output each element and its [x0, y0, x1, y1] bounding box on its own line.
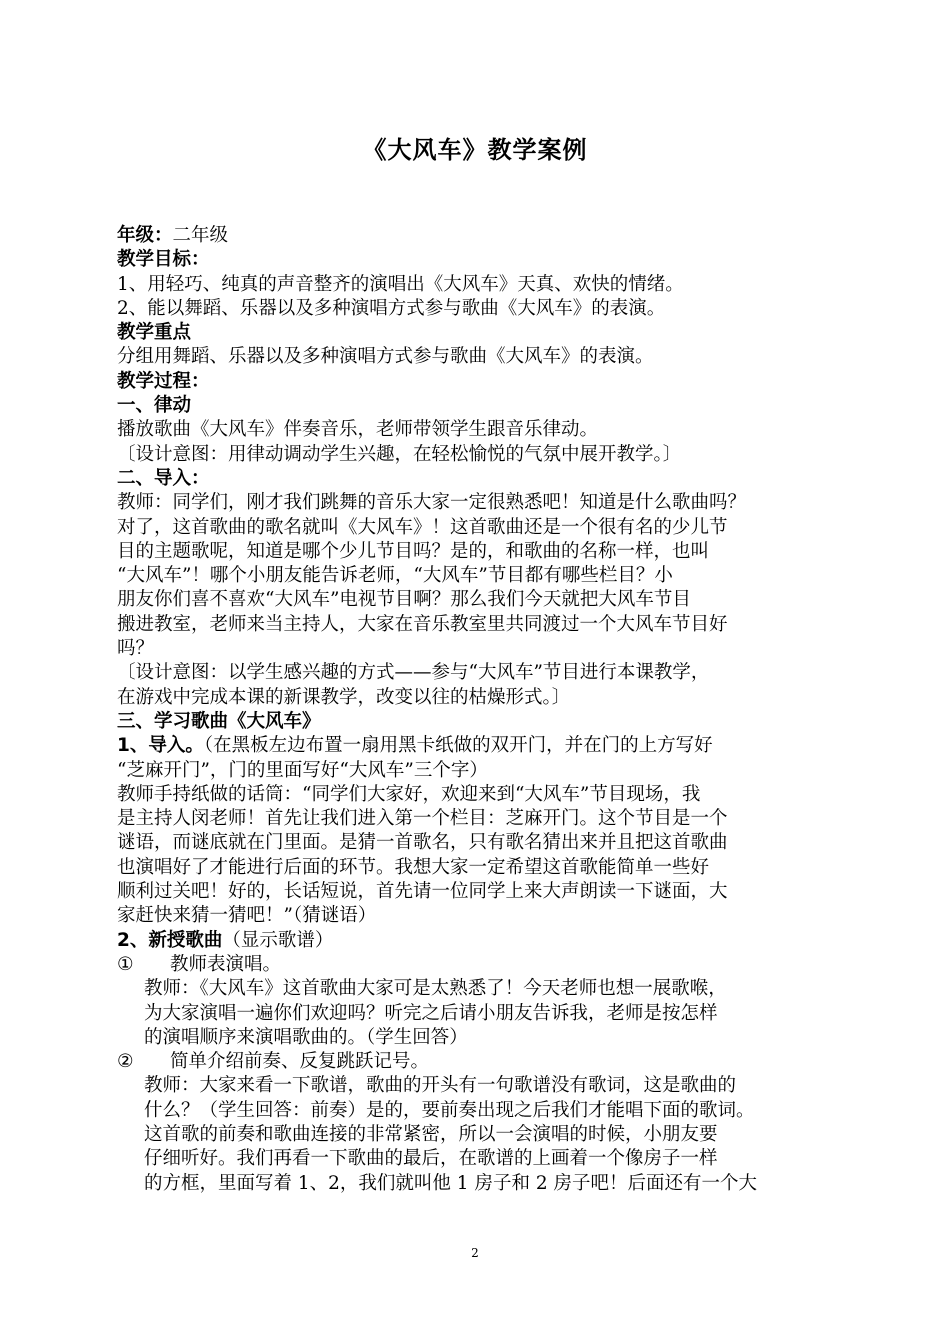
- goal-2: 2、能以舞蹈、乐器以及多种演唱方式参与歌曲《大风车》的表演。: [117, 297, 666, 319]
- grade-line: [117, 224, 843, 248]
- list-item-2-line: 什么？（学生回答：前奏）是的，要前奏出现之后我们才能唱下面的歌词。: [144, 1099, 755, 1121]
- subsection-3-1-line: “芝麻开门”，门的里面写好“大风车”三个字）: [117, 759, 488, 781]
- subsection-3-2-note: （显示歌谱）: [222, 929, 334, 951]
- section-1-heading: 一、律动: [117, 395, 192, 417]
- list-item-2-title: 简单介绍前奏、反复跳跃记号。: [170, 1051, 430, 1073]
- list-item-1-number: ①: [117, 953, 134, 975]
- list-item-1-line: 为大家演唱一遍你们欢迎吗？听完之后请小朋友告诉我，老师是按怎样: [144, 1002, 718, 1024]
- section-2-line: “大风车”！哪个小朋友能告诉老师，“大风车”节目都有哪些栏目？小: [117, 565, 673, 587]
- goals-heading: 教学目标：: [117, 249, 210, 271]
- section-2-line: 吗？: [117, 638, 155, 660]
- list-item-1-line: 教师：《大风车》这首歌曲大家可是太熟悉了！今天老师也想一展歌喉，: [144, 978, 727, 1000]
- section-1-design-note: 〔设计意图：用律动调动学生兴趣，在轻松愉悦的气氛中展开教学。〕: [117, 443, 682, 465]
- section-2-design-note: 〔设计意图：以学生感兴趣的方式——参与“大风车”节目进行本课教学，: [117, 662, 710, 684]
- subsection-3-1-note: （在黑板左边布置一扇用黑卡纸做的双开门，并在门的上方写好: [203, 735, 713, 757]
- section-2-heading: 二、导入：: [117, 467, 210, 489]
- list-item-2-line: 仔细听好。我们再看一下歌曲的最后，在歌谱的上画着一个像房子一样: [144, 1148, 718, 1170]
- list-item-1-title: 教师表演唱。: [170, 953, 282, 975]
- subsection-3-1-line: 谜语，而谜底就在门里面。是猜一首歌名，只有歌名猜出来并且把这首歌曲: [117, 832, 728, 854]
- grade-value: 二年级: [172, 225, 229, 246]
- subsection-3-1-heading: 1、导入。: [117, 735, 204, 757]
- subsection-3-1-line: 家赶快来猜一猜吧！”（猜谜语）: [117, 905, 377, 927]
- focus-heading: 教学重点: [117, 322, 192, 344]
- section-2-line: 教师：同学们，刚才我们跳舞的音乐大家一定很熟悉吧！知道是什么歌曲吗？: [117, 492, 747, 514]
- subsection-3-1-line: 也演唱好了才能进行后面的环节。我想大家一定希望这首歌能简单一些好: [117, 856, 710, 878]
- list-item-1: [117, 953, 843, 977]
- list-item-2-line: 的方框，里面写着 1、2，我们就叫他 1 房子和 2 房子吧！后面还有一个大: [144, 1172, 757, 1194]
- page-number: 2: [471, 1246, 479, 1260]
- subsection-3-2-line: [117, 929, 843, 953]
- list-item-2-line: 这首歌的前奏和歌曲连接的非常紧密，所以一会演唱的时候，小朋友要: [144, 1123, 718, 1145]
- document-title: 《大风车》教学案例: [362, 136, 588, 164]
- focus-text: 分组用舞蹈、乐器以及多种演唱方式参与歌曲《大风车》的表演。: [117, 346, 654, 368]
- section-2-line: 朋友你们喜不喜欢“大风车”电视节目啊？那么我们今天就把大风车节目: [117, 589, 691, 611]
- list-item-1-line: 的演唱顺序来演唱歌曲的。（学生回答）: [144, 1026, 468, 1048]
- list-item-2: [117, 1050, 843, 1074]
- section-2-line: 对了，这首歌曲的歌名就叫《大风车》！这首歌曲还是一个很有名的少儿节: [117, 516, 728, 538]
- goal-1: 1、用轻巧、纯真的声音整齐的演唱出《大风车》天真、欢快的情绪。: [117, 273, 684, 295]
- subsection-3-1-line: 顺利过关吧！好的，长话短说，首先请一位同学上来大声朗读一下谜面，大: [117, 881, 728, 903]
- list-item-2-number: ②: [117, 1051, 134, 1073]
- subsection-3-2-heading: 2、新授歌曲: [117, 929, 223, 951]
- section-2-line: 搬进教室，老师来当主持人，大家在音乐教室里共同渡过一个大风车节目好: [117, 613, 728, 635]
- process-heading: 教学过程：: [117, 370, 210, 392]
- document-body: [117, 224, 843, 1196]
- section-2-line: 目的主题歌呢，知道是哪个少儿节目吗？是的，和歌曲的名称一样，也叫: [117, 540, 710, 562]
- subsection-3-1-line: 是主持人闵老师！首先让我们进入第一个栏目：芝麻开门。这个节目是一个: [117, 808, 728, 830]
- section-2-design-note: 在游戏中完成本课的新课教学，改变以往的枯燥形式。〕: [117, 686, 571, 708]
- section-3-heading: 三、学习歌曲《大风车》: [117, 710, 321, 732]
- grade-label: 年级：: [117, 225, 173, 246]
- list-item-2-line: 教师：大家来看一下歌谱，歌曲的开头有一句歌谱没有歌词，这是歌曲的: [144, 1075, 737, 1097]
- subsection-3-1-line: [117, 734, 843, 758]
- section-1-line: 播放歌曲《大风车》伴奏音乐，老师带领学生跟音乐律动。: [117, 419, 599, 441]
- subsection-3-1-line: 教师手持纸做的话筒：“同学们大家好，欢迎来到“大风车”节目现场，我: [117, 783, 701, 805]
